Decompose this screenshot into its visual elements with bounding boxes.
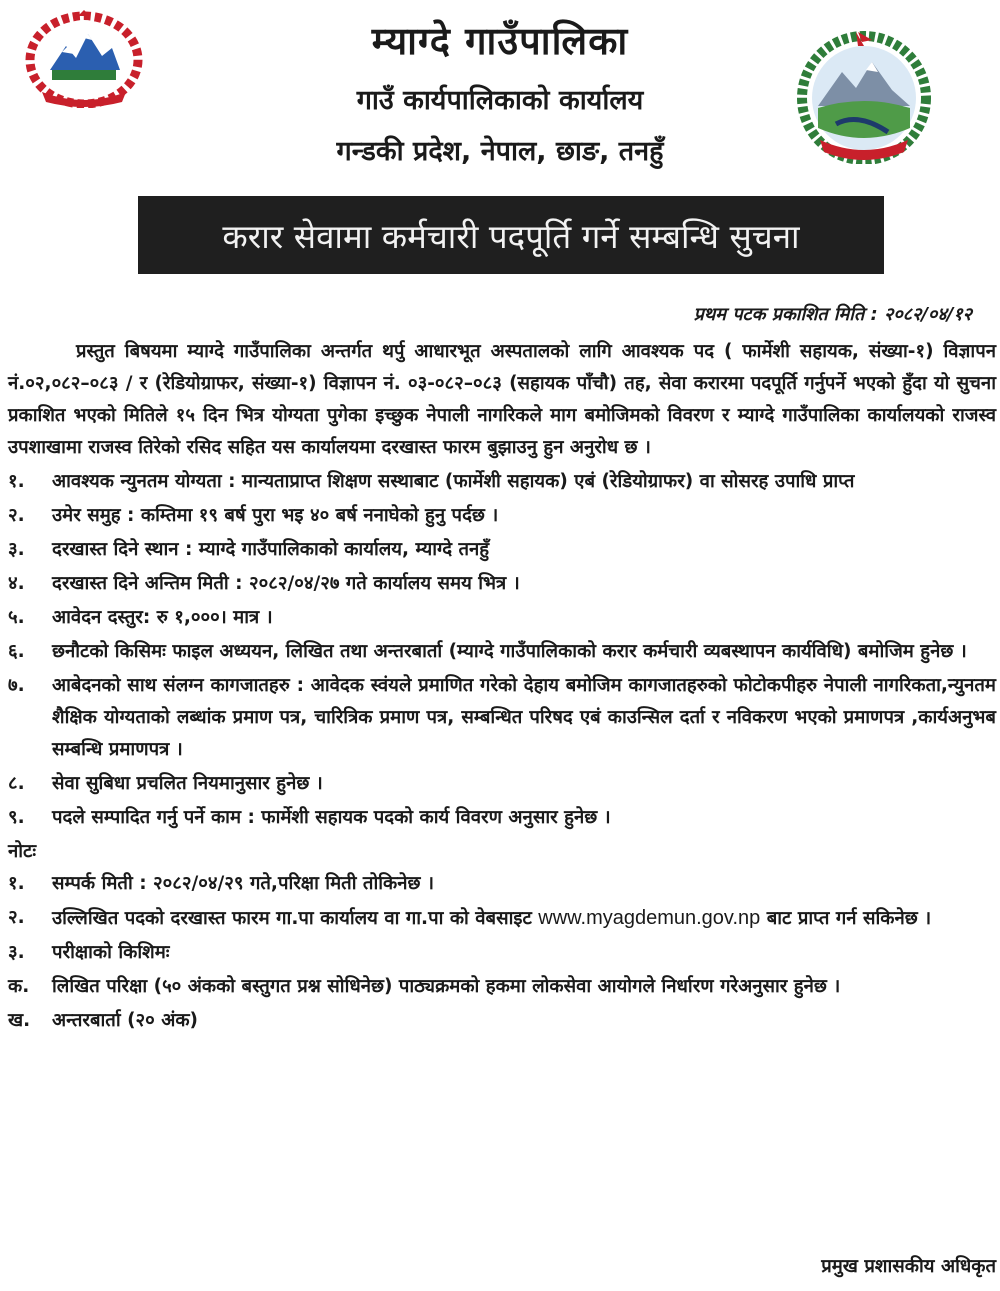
item-number: ८. [8, 773, 25, 794]
item-text: पदले सम्पादित गर्नु पर्ने काम : फार्मेशी सहायक पदको कार्य विवरण अनुसार हुनेछ । [52, 807, 611, 828]
website-link[interactable]: www.myagdemun.gov.np [538, 907, 761, 929]
item-text: परीक्षाको किशिमः [52, 942, 170, 963]
note-text: उल्लिखित पदको दरखास्त फारम गा.पा कार्यालय वा गा.पा को वेबसाइट [52, 908, 532, 929]
list-item [8, 971, 996, 1003]
note-list [8, 868, 996, 1037]
item-text: दरखास्त दिने स्थान : म्याग्दे गाउँपालिकाको कार्यालय, म्याग्दे तनहुँ [52, 539, 490, 560]
item-number: ६. [8, 641, 25, 662]
item-text [52, 902, 996, 935]
item-number: ४. [8, 573, 25, 594]
item-number: २. [8, 907, 25, 928]
notice-body [8, 336, 996, 1039]
list-item [8, 868, 996, 900]
item-text: आबेदनको साथ संलग्न कागजातहरु : आवेदक स्वंयले प्रमाणित गरेको देहाय बमोजिम कागजातहरुको फोटोकपीहरु नेपाली नागरिकता,न्युनतम शैक्षिक योग्यताको लब्धांक प्रमाण पत्र, चारित्रिक प्रमाण पत्र, सम्बन्धित परिषद एबं काउन्सिल दर्ता र नविकरण भएको प्रमाणपत्र ,कार्यअनुभब सम्बन्धि प्रमाणपत्र । [52, 675, 996, 760]
item-number: १. [8, 873, 25, 894]
office-address: गन्डकी प्रदेश, नेपाल, छाङ, तनहुँ [336, 136, 664, 167]
item-number: १. [8, 471, 25, 492]
item-text: अन्तरबार्ता (२० अंक) [52, 1010, 199, 1031]
list-item [8, 466, 996, 498]
office-name: गाउँ कार्यपालिकाको कार्यालय [356, 85, 644, 116]
item-number: ७. [8, 675, 25, 696]
item-text: लिखित परिक्षा (५० अंकको बस्तुगत प्रश्न सोधिनेछ) पाठ्यक्रमको हकमा लोकसेवा आयोगले निर्धारण गरेअनुसार हुनेछ । [52, 976, 841, 997]
item-number: ख. [8, 1010, 31, 1031]
list-item [8, 802, 996, 834]
notice-title: करार सेवामा कर्मचारी पदपूर्ति गर्ने सम्बन्धि सुचना [222, 216, 800, 256]
list-item [8, 500, 996, 532]
item-text: सेवा सुबिधा प्रचलित नियमानुसार हुनेछ । [52, 773, 323, 794]
item-text: छनौटको किसिमः फाइल अध्ययन, लिखित तथा अन्तरबार्ता (म्याग्दे गाउँपालिकाको करार कर्मचारी व्यबस्थापन कार्यविधि) बमोजिम हुनेछ । [52, 641, 967, 662]
list-item [8, 670, 996, 766]
municipality-title: म्याग्दे गाउँपालिका [371, 19, 629, 63]
item-number: क. [8, 976, 30, 997]
list-item [8, 534, 996, 566]
item-text: आवेदन दस्तुर: रु १,०००। मात्र । [52, 607, 273, 628]
signatory-title: प्रमुख प्रशासकीय अधिकृत [821, 1256, 996, 1277]
list-item [8, 568, 996, 600]
list-item [8, 636, 996, 668]
note-text-after: बाट प्राप्त गर्न सकिनेछ । [766, 908, 932, 929]
item-number: ३. [8, 539, 25, 560]
list-item [8, 768, 996, 800]
item-number: ५. [8, 607, 25, 628]
item-text: दरखास्त दिने अन्तिम मिती : २०८२/०४/२७ गते कार्यालय समय भित्र । [52, 573, 520, 594]
item-text: उमेर समुह : कम्तिमा १९ बर्ष पुरा भइ ४० बर्ष ननाघेको हुनु पर्दछ । [52, 505, 499, 526]
list-item [8, 1005, 996, 1037]
list-item [8, 602, 996, 634]
intro-paragraph: प्रस्तुत बिषयमा म्याग्दे गाउँपालिका अन्तर्गत थर्पु आधारभूत अस्पतालको लागि आवश्यक पद ( फार्मेशी सहायक, संख्या-१) विज्ञापन नं.०२,०८२–०८३ / र (रेडियोग्राफर, संख्या-१) विज्ञापन नं. ०३-०८२–०८३ (सहायक पाँचौ) तह, सेवा करारमा पदपूर्ति गर्नुपर्ने भएको हुँदा यो सुचना प्रकाशित भएको मितिले १५ दिन भित्र योग्यता पुगेका इच्छुक नेपाली नागरिकले माग बमोजिमको विवरण र म्याग्दे गाउँपालिका कार्यालयको राजस्व उपशाखामा राजस्व तिरेको रसिद सहित यस कार्यालयमा दरखास्त फारम बुझाउनु हुन अनुरोध छ । [8, 341, 996, 458]
requirements-list [8, 466, 996, 834]
list-item [8, 902, 996, 935]
published-date: प्रथम पटक प्रकाशित मिति : २०८२/०४/१२ [693, 304, 972, 325]
item-number: २. [8, 505, 25, 526]
item-text: आवश्यक न्युनतम योग्यता : मान्यताप्राप्त शिक्षण सस्थाबाट (फार्मेशी सहायक) एबं (रेडियोग्राफर) वा सोसरह उपाधि प्राप्त [52, 471, 855, 492]
item-number: ९. [8, 807, 25, 828]
list-item [8, 937, 996, 969]
note-heading: नोटः [8, 841, 37, 862]
notice-title-banner [138, 196, 884, 274]
item-text: सम्पर्क मिती : २०८२/०४/२९ गते,परिक्षा मिती तोकिनेछ । [52, 873, 434, 894]
item-number: ३. [8, 942, 25, 963]
